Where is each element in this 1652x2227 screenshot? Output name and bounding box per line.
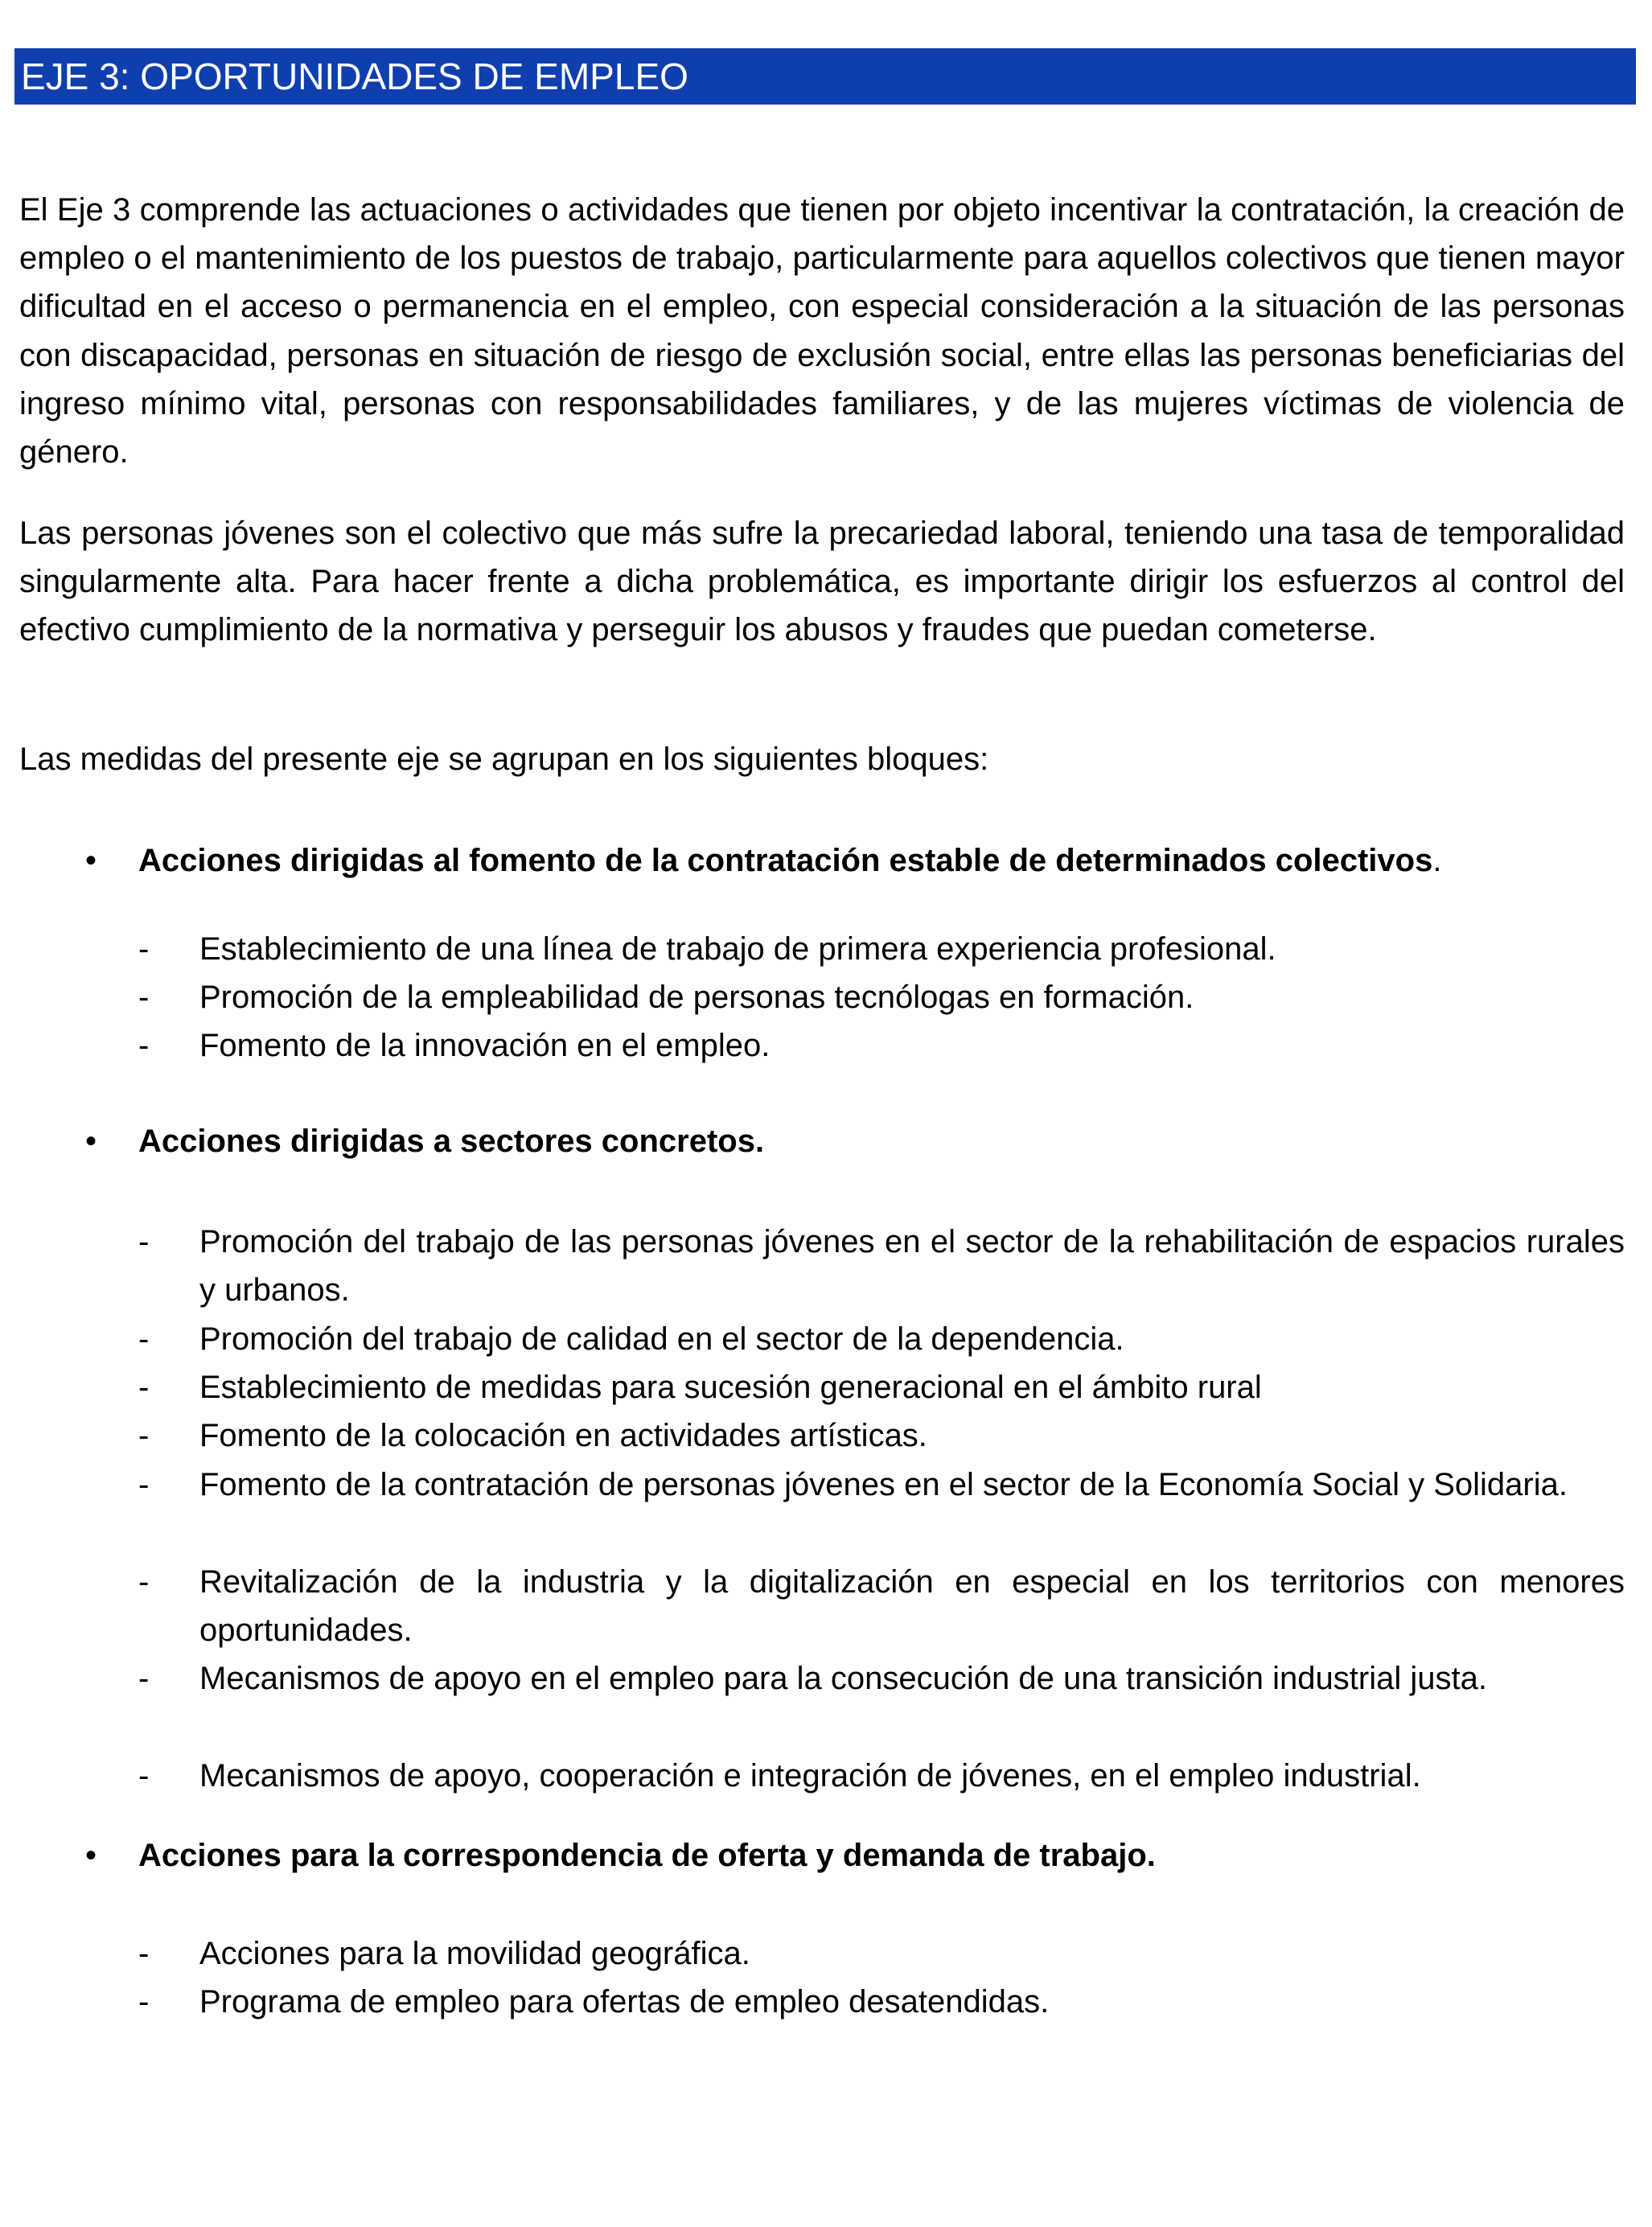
- section-title: EJE 3: OPORTUNIDADES DE EMPLEO: [21, 55, 688, 97]
- list-item-text: Fomento de la innovación en el empleo.: [199, 1028, 771, 1063]
- list-item: [19, 925, 1625, 973]
- bullet-icon: •: [85, 1124, 97, 1159]
- list-item: [19, 1654, 1625, 1752]
- list-item-text: Mecanismos de apoyo, cooperación e integración de jóvenes, en el empleo industrial.: [199, 1758, 1421, 1794]
- block-title: Acciones dirigidas al fomento de la contratación estable de determinados colectivos: [138, 843, 1433, 878]
- list-item: [19, 1461, 1625, 1558]
- dash-icon: -: [138, 931, 150, 967]
- dash-icon: -: [138, 980, 150, 1015]
- list-item-text: Promoción del trabajo de calidad en el sector de la dependencia.: [199, 1321, 1124, 1357]
- dash-icon: -: [138, 1321, 150, 1357]
- list-item: [19, 973, 1625, 1021]
- block-title-suffix: .: [1432, 843, 1442, 878]
- youth-paragraph: Las personas jóvenes son el colectivo que más sufre la precariedad laboral, teniendo una tasa de temporalidad singularmente alta. Para hacer frente a dicha problemática, es importante dirigir los esfuerzos al control del efectivo cumplimiento de la normativa y perseguir los abusos y fraudes que puedan cometerse.: [19, 516, 1625, 648]
- list-item: [19, 1218, 1625, 1315]
- dash-icon: -: [138, 1564, 150, 1600]
- list-item-text: Establecimiento de medidas para sucesión generacional en el ámbito rural: [199, 1370, 1262, 1405]
- bullet-icon: •: [85, 843, 97, 878]
- intro-paragraph: El Eje 3 comprende las actuaciones o actividades que tienen por objeto incentivar la contratación, la creación de empleo o el mantenimiento de los puestos de trabajo, particularmente para aquellos colectivos que tienen mayor dificultad en el acceso o permanencia en el empleo, con especial consideración a la situación de las personas con discapacidad, personas en situación de riesgo de exclusión social, entre ellas las personas beneficiarias del ingreso mínimo vital, personas con responsabilidades familiares, y de las mujeres víctimas de violencia de género.: [19, 192, 1625, 470]
- dash-icon: -: [138, 1418, 150, 1453]
- list-item-text: Mecanismos de apoyo en el empleo para la consecución de una transición industrial justa.: [199, 1661, 1487, 1696]
- list-item: [19, 1411, 1625, 1460]
- list-item-text: Promoción del trabajo de las personas jóvenes en el sector de la rehabilitación de espacios rurales y urbanos.: [199, 1224, 1625, 1309]
- list-item-text: Fomento de la colocación en actividades artísticas.: [199, 1418, 927, 1453]
- block-heading-contratacion: [19, 836, 1625, 885]
- dash-icon: -: [138, 1984, 150, 2020]
- block-title: Acciones dirigidas a sectores concretos.: [138, 1124, 765, 1159]
- dash-icon: -: [138, 1936, 150, 1971]
- dash-icon: -: [138, 1028, 150, 1063]
- list-item: [19, 1752, 1625, 1800]
- list-item-text: Establecimiento de una línea de trabajo de primera experiencia profesional.: [199, 931, 1276, 967]
- bullet-icon: •: [85, 1838, 97, 1873]
- list-item-text: Acciones para la movilidad geográfica.: [199, 1936, 750, 1971]
- list-item-text: Programa de empleo para ofertas de empleo desatendidas.: [199, 1984, 1050, 2020]
- dash-icon: -: [138, 1758, 150, 1794]
- dash-icon: -: [138, 1661, 150, 1696]
- list-item: [19, 1558, 1625, 1655]
- block-title: Acciones para la correspondencia de oferta y demanda de trabajo.: [138, 1838, 1156, 1873]
- block-heading-sectores: [19, 1117, 1625, 1165]
- dash-icon: -: [138, 1467, 150, 1502]
- block-heading-correspondencia: [19, 1831, 1625, 1880]
- dash-icon: -: [138, 1370, 150, 1405]
- list-item: [19, 1929, 1625, 1978]
- list-item: [19, 1363, 1625, 1411]
- blocks-intro-paragraph: Las medidas del presente eje se agrupan en los siguientes bloques:: [19, 742, 989, 777]
- list-item: [19, 1315, 1625, 1363]
- section-header-bar: [14, 48, 1636, 105]
- dash-icon: -: [138, 1224, 150, 1259]
- list-item-text: Revitalización de la industria y la digitalización en especial en los territorios con menores oportunidades.: [199, 1564, 1625, 1649]
- list-item: [19, 1978, 1625, 2026]
- list-item: [19, 1021, 1625, 1070]
- list-item-text: Fomento de la contratación de personas jóvenes en el sector de la Economía Social y Solidaria.: [199, 1467, 1568, 1502]
- list-item-text: Promoción de la empleabilidad de personas tecnólogas en formación.: [199, 980, 1194, 1015]
